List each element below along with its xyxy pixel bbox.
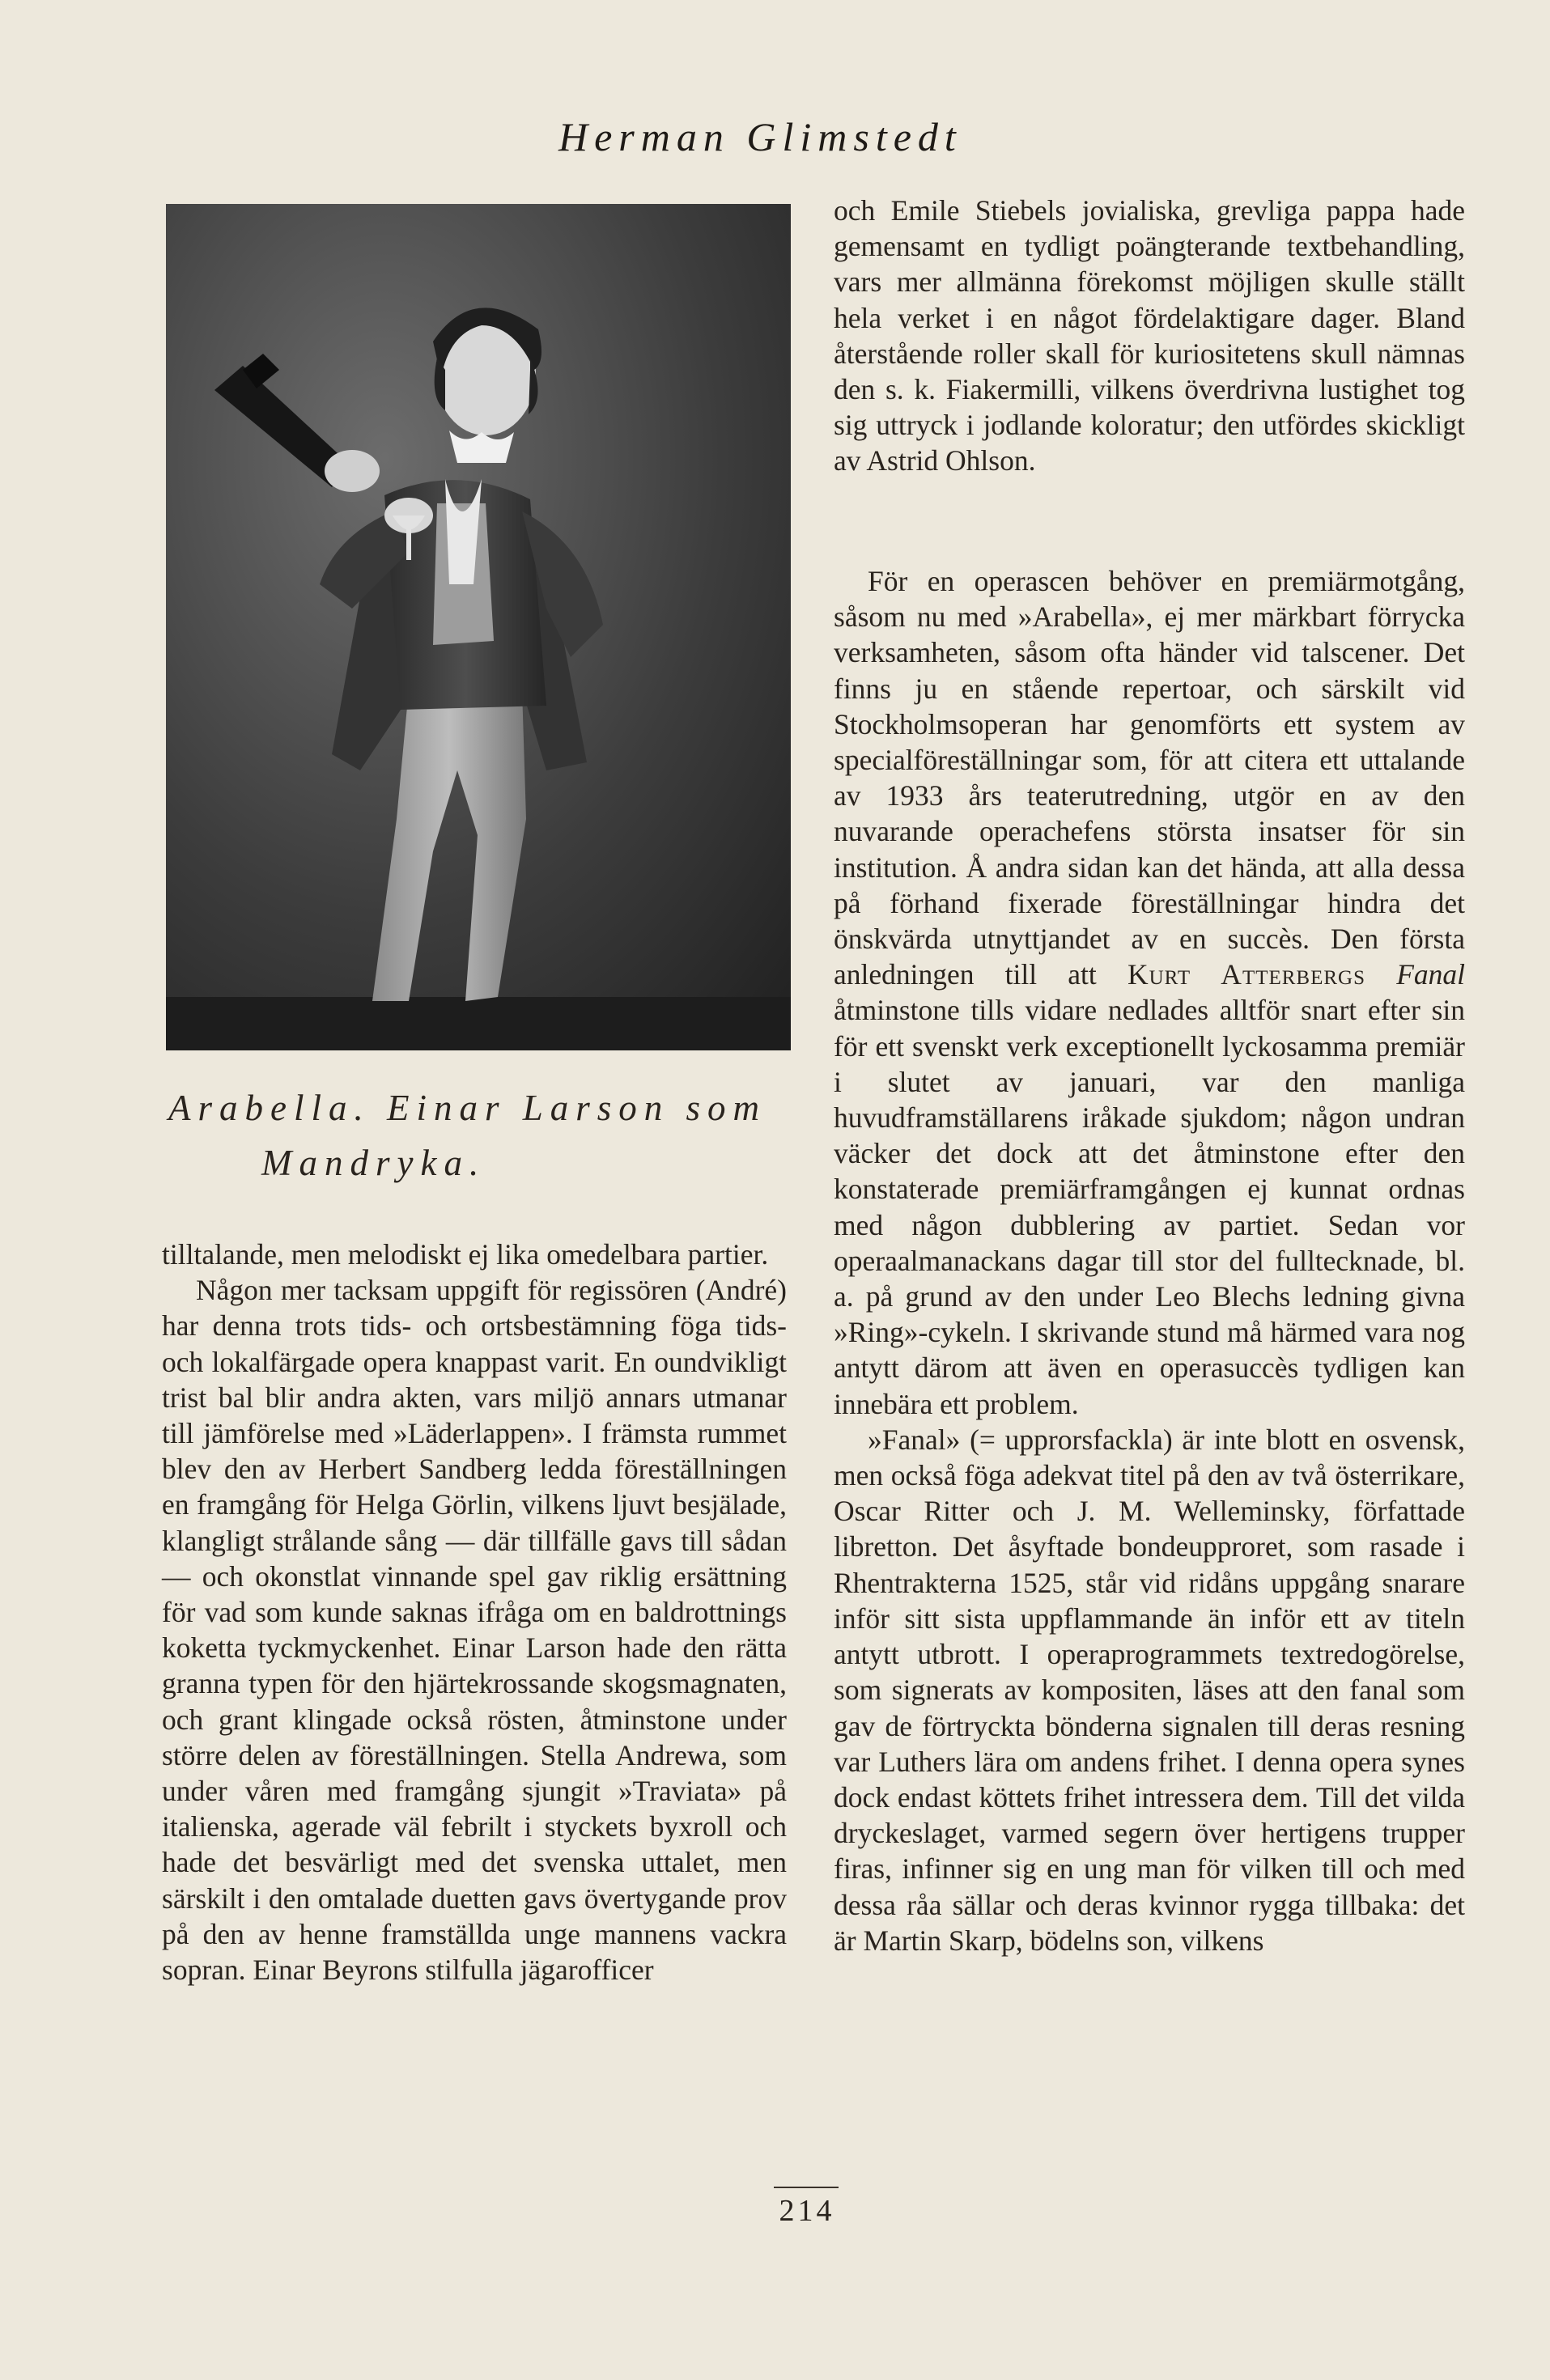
caption-line-2: Mandryka.	[261, 1143, 486, 1183]
photograph-illustration	[166, 204, 791, 1050]
running-head: Herman Glimstedt	[558, 114, 962, 159]
photograph-singer-with-bottle	[166, 204, 791, 1050]
paragraph-text: åtminstone tills vidare nedlades alltför snart efter sin för ett svenskt verk exceptionellt lyckosamma premiär i slutet av januari, var den manliga huvudframställarens iråkade sjukdom; någon undran väcker det dock att det åtminstone efter den konstaterade premiärframgången ej kunnat ordnas med någon dubblering av partiet. Sedan vor operaalmanackans dagar till stor del fulltecknade, bl. a. på grund av den under Leo Blechs ledning givna »Ring»-cykeln. I skrivande stund må härmed vara nog antytt därom att även en operasuccès tydligen kan innebära ett problem.	[834, 994, 1465, 1420]
right-column-top	[834, 193, 1465, 479]
paragraph: och Emile Stiebels jovialiska, grevliga pappa hade gemensamt en tydligt poängterande textbehandling, vars mer allmänna förekomst möjligen skulle ställt hela verket i en något fördelaktigare dager. Bland återstående roller skall för kuriositetens skull nämnas den s. k. Fiakermilli, vilkens överdrivna lustighet tog sig uttryck i jodlande koloratur; den utfördes skickligt av Astrid Ohlson.	[834, 194, 1465, 477]
paragraph	[834, 563, 1465, 1422]
paragraph-text: För en operascen behöver en premiärmotgång, såsom nu med »Arabella», ej mer märkbart förrycka verksamheten, såsom ofta händer vid talscener. Det finns ju en stående repertoar, och särskilt vid Stockholmsoperan har genomförts ett system av specialföreställningar som, för att citera ett uttalande av 1933 års teaterutredning, utgör en av den nuvarande operachefens största insatser för sin institution. Å andra sidan kan det hända, att alla dessa på förhand fixerade föreställningar hindra det önskvärda utnyttjandet av en succès. Den första anledningen till att	[834, 565, 1465, 991]
paragraph: tilltalande, men melodiskt ej lika omedelbara partier.	[162, 1238, 769, 1271]
caption-line-1: Arabella. Einar Larson som	[168, 1088, 767, 1128]
page-number: 214	[779, 2194, 835, 2228]
folio-rule	[774, 2187, 839, 2188]
right-column-main	[834, 563, 1465, 1958]
composer-name: Kurt Atterbergs	[1127, 958, 1366, 991]
opera-title: Fanal	[1396, 958, 1465, 991]
paragraph: »Fanal» (= upprorsfackla) är inte blott en osvensk, men också föga adekvat titel på den av två österrikare, Oscar Ritter och J. M. Welleminsky, författade libretton. Det åsyftade bondeupproret, som rasade i Rhentrakterna 1525, står vid ridåns uppgång snarare inför sitt sista uppflammande än inför ett av titeln antytt utbrott. I operaprogrammets textredogörelse, som signerats av kompositen, läses att den fanal som gav de förtryckta bönderna signalen till deras resning var Luthers lära om andens frihet. I denna opera synes dock endast köttets frihet intressera dem. Till det vilda dryckeslaget, varmed segern över hertigens trupper firas, infinner sig en ung man för vilken till och med dessa råa sällar och deras kvinnor rygga tillbaka: det är Martin Skarp, bödelns son, vilkens	[834, 1423, 1465, 1957]
left-column	[162, 1237, 787, 1988]
figure-caption	[168, 1080, 800, 1190]
paragraph: Någon mer tacksam uppgift för regissören (André) har denna trots tids- och ortsbestämning föga tids- och lokalfärgade opera knappast varit. En oundvikligt trist bal blir andra akten, vars miljö annars utmanar till jämförelse med »Läderlappen». I främsta rummet blev den av Herbert Sandberg ledda föreställningen en framgång för Helga Görlin, vilkens ljuvt besjälade, klangligt strålande sång — där tillfälle gavs till sådan — och okonstlat vinnande spel gav riklig ersättning för vad som kunde saknas ifråga om en baldrottnings koketta tyckmyckenhet. Einar Larson hade den rätta granna typen för den hjärtekrossande skogsmagnaten, och grant klingade också rösten, åtminstone under större delen av föreställningen. Stella Andrewa, som under våren med framgång sjungit »Traviata» på italienska, agerade väl febrilt i styckets byxroll och hade det besvärligt med det svenska uttalet, men särskilt i den omtalade duetten gavs övertygande prov på den av henne framställda unge mannens vackra sopran. Einar Beyrons stilfulla jägarofficer	[162, 1274, 787, 1987]
